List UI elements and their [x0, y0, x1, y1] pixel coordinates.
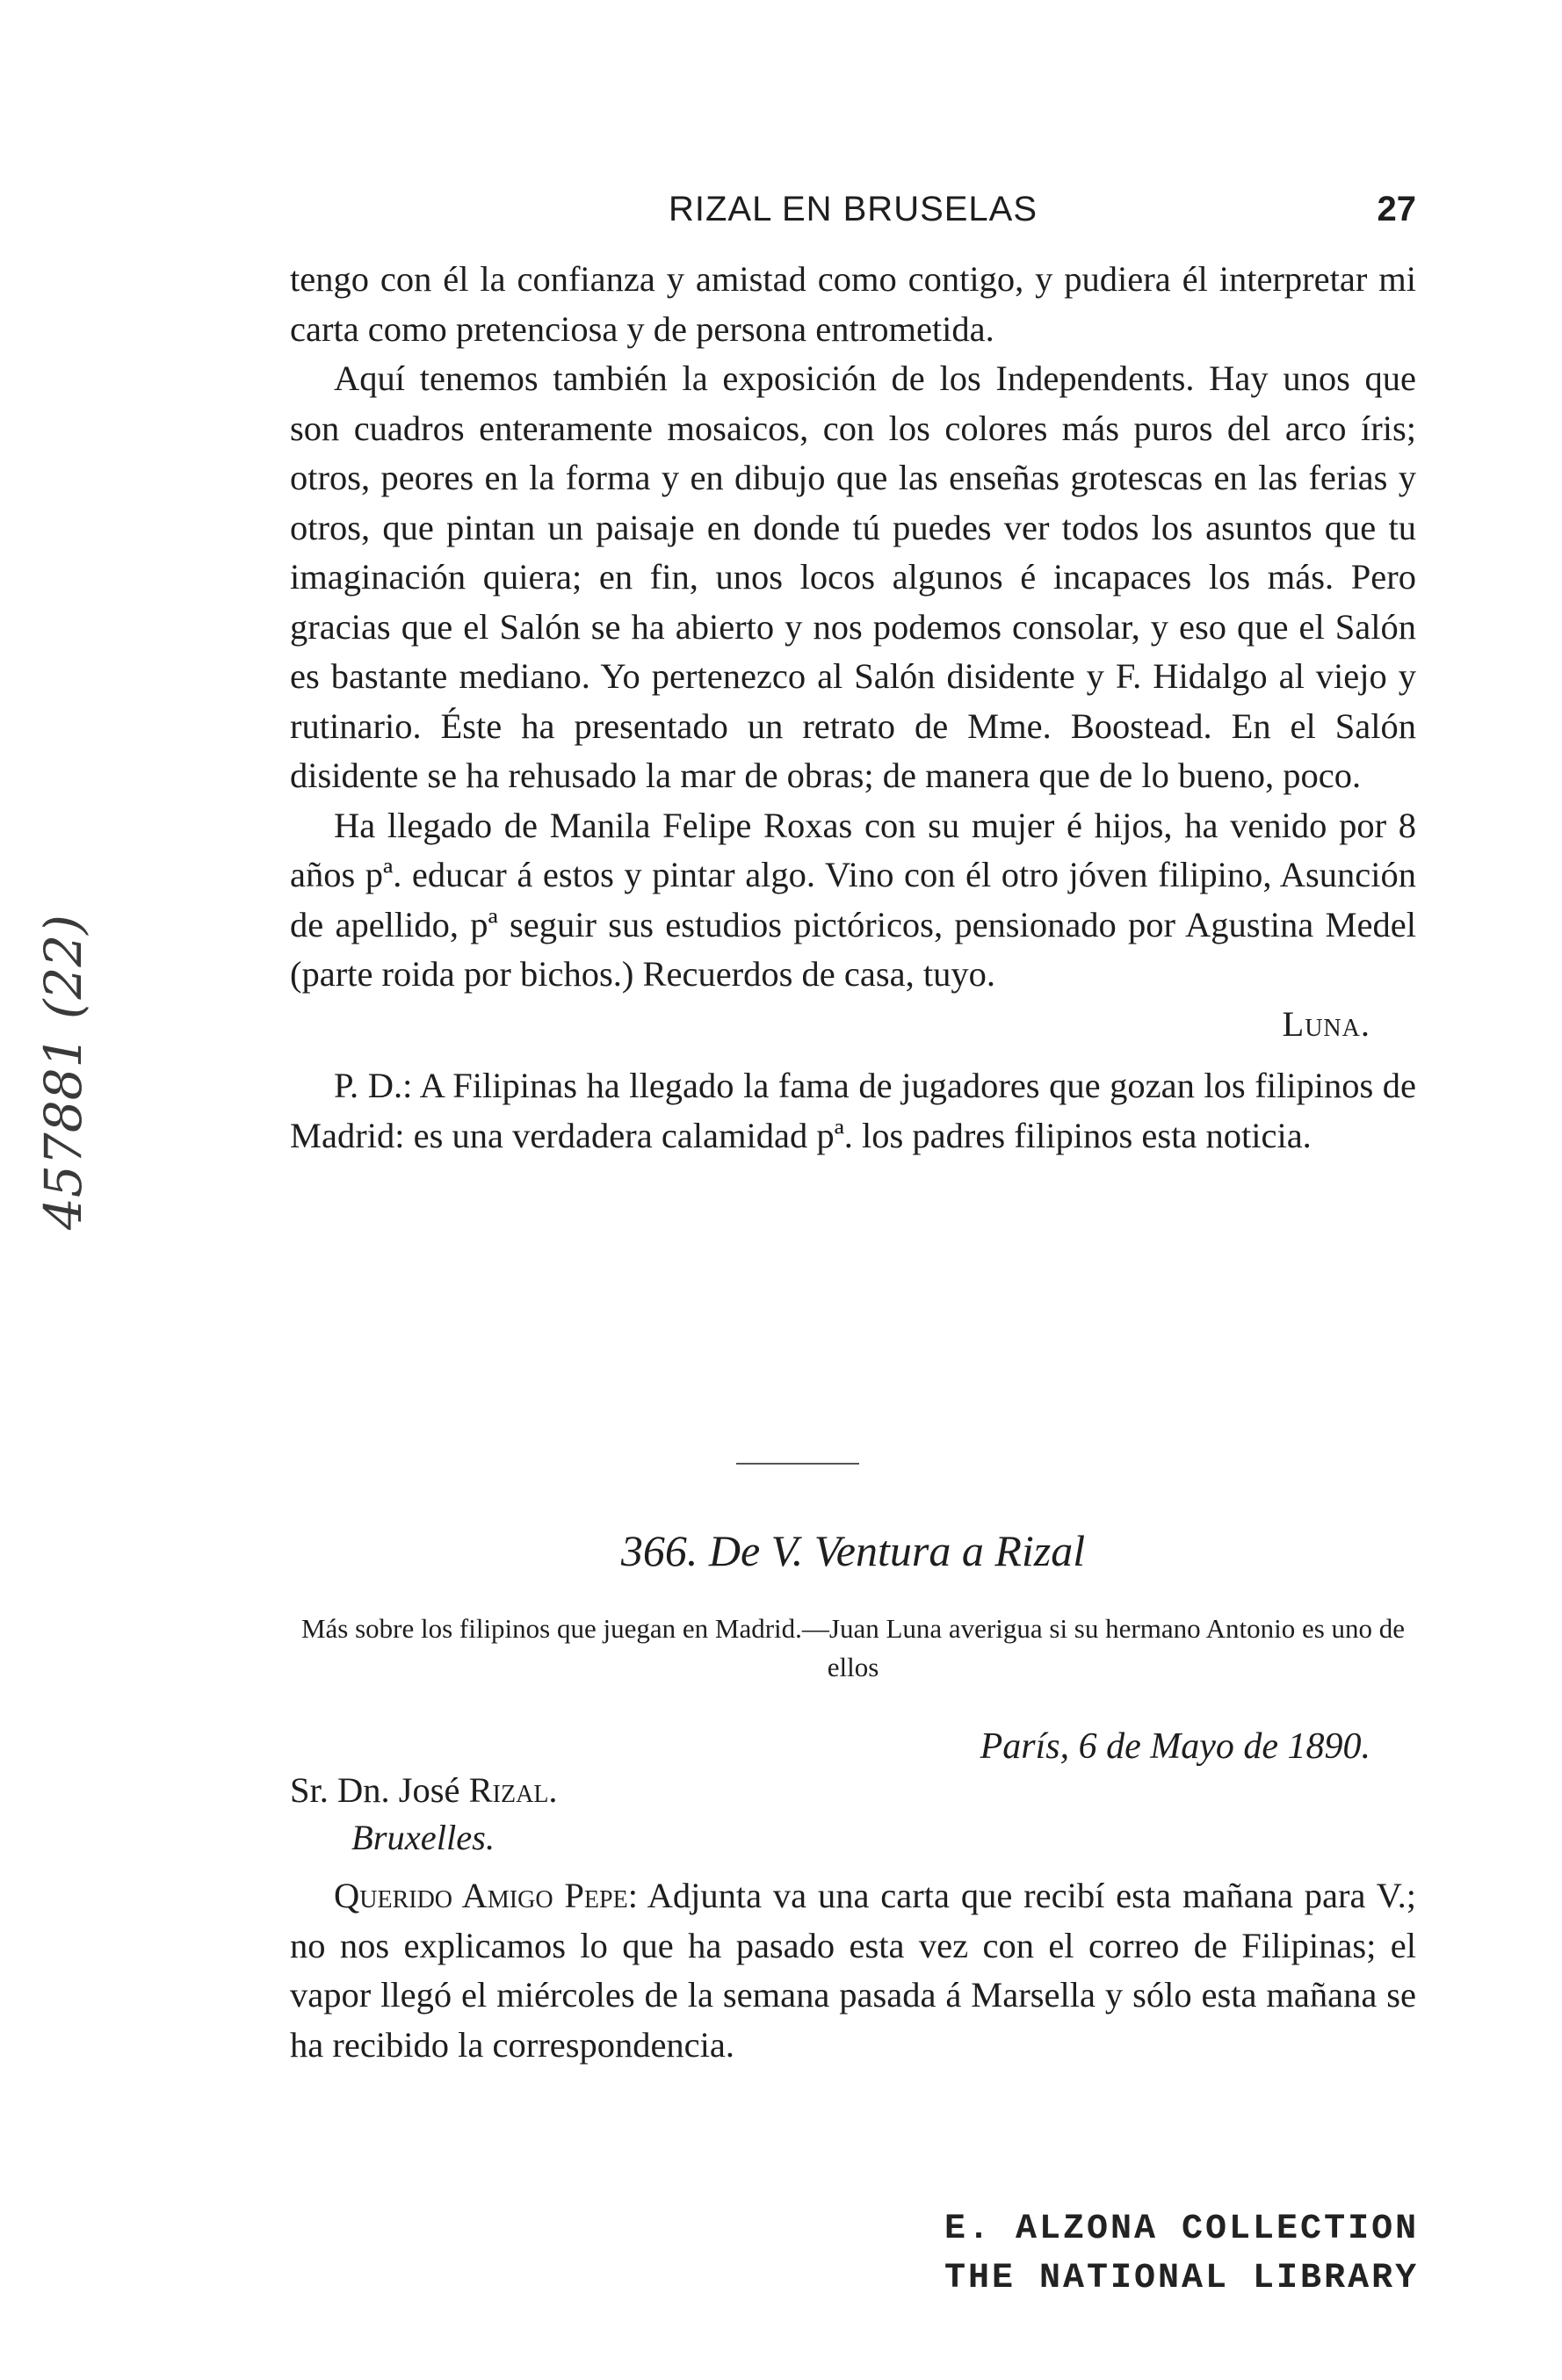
page-number: 27 — [1377, 190, 1416, 228]
letter-heading: 366. De V. Ventura a Rizal — [620, 1526, 1086, 1575]
addressee-surname: Rizal. — [468, 1770, 558, 1810]
letter-365-body — [290, 255, 1416, 1161]
letter-summary: Más sobre los filipinos que juegan en Madrid.—Juan Luna averigua si su hermano Antonio es uno de ellos — [300, 1613, 1406, 1682]
letter-366-body — [290, 1871, 1416, 2070]
letter-366-paragraph — [290, 1871, 1416, 2070]
greeting: Querido Amigo Pepe — [334, 1876, 628, 1915]
paragraph-continuation: tengo con él la confianza y amistad como contigo, y pudiera él interpretar mi carta como pretenciosa y de persona entrometida. — [290, 259, 1416, 349]
paragraph-exhibition: Aquí tenemos también la exposición de los Independents. Hay unos que son cuadros enteramente mosaicos, con los colores más puros del arco íris; otros, peores en la forma y en dibujo que las enseñas grotescas en las ferias y otros, que pintan un paisaje en donde tú puedes ver todos los asuntos que tu imaginación quiera; en fin, unos locos algunos é incapaces los más. Pero gracias que el Salón se ha abierto y nos podemos consolar, y eso que el Salón es bastante mediano. Yo pertenezco al Salón disidente y F. Hidalgo al viejo y rutinario. Éste ha presentado un retrato de Mme. Boostead. En el Salón disidente se ha rehusado la mar de obras; de manera que de lo bueno, poco. — [290, 358, 1416, 795]
addressee-name: Sr. Dn. José — [290, 1770, 469, 1810]
paragraph-arrivals: Ha llegado de Manila Felipe Roxas con su mujer é hijos, ha venido por 8 años pª. educar á estos y pintar algo. Vino con él otro jóven filipino, Asunción de apellido, pª seguir sus estudios pictóricos, pensionado por Agustina Medel (parte roida por bichos.) Recuerdos de casa, tuyo. — [290, 805, 1416, 994]
letter-366-text: : Adjunta va una carta que recibí esta mañana para V.; no nos explicamos lo que ha pasado esta vez con el correo de Filipinas; el vapor llegó el miércoles de la semana pasada á Marsella y sólo esta mañana se ha recibido la correspondencia. — [290, 1876, 1416, 2065]
addressee-city: Bruxelles. — [351, 1818, 495, 1857]
signature: Luna. — [1282, 1003, 1370, 1044]
stamp-line-1: E. ALZONA COLLECTION — [944, 2210, 1420, 2249]
running-head — [290, 183, 1416, 235]
addressee — [290, 1766, 558, 1815]
running-title: RIZAL EN BRUSELAS — [668, 190, 1038, 228]
date-line: París, 6 de Mayo de 1890. — [980, 1726, 1370, 1767]
stamp-line-2: THE NATIONAL LIBRARY — [944, 2259, 1420, 2298]
handwritten-margin-note: 457881 (22) — [33, 915, 93, 1230]
library-stamp — [944, 2205, 1419, 2304]
section-divider — [736, 1463, 859, 1465]
postscript: P. D.: A Filipinas ha llegado la fama de jugadores que gozan los filipinos de Madrid: es una verdadera calamidad pª. los padres filipinos esta noticia. — [290, 1066, 1416, 1155]
